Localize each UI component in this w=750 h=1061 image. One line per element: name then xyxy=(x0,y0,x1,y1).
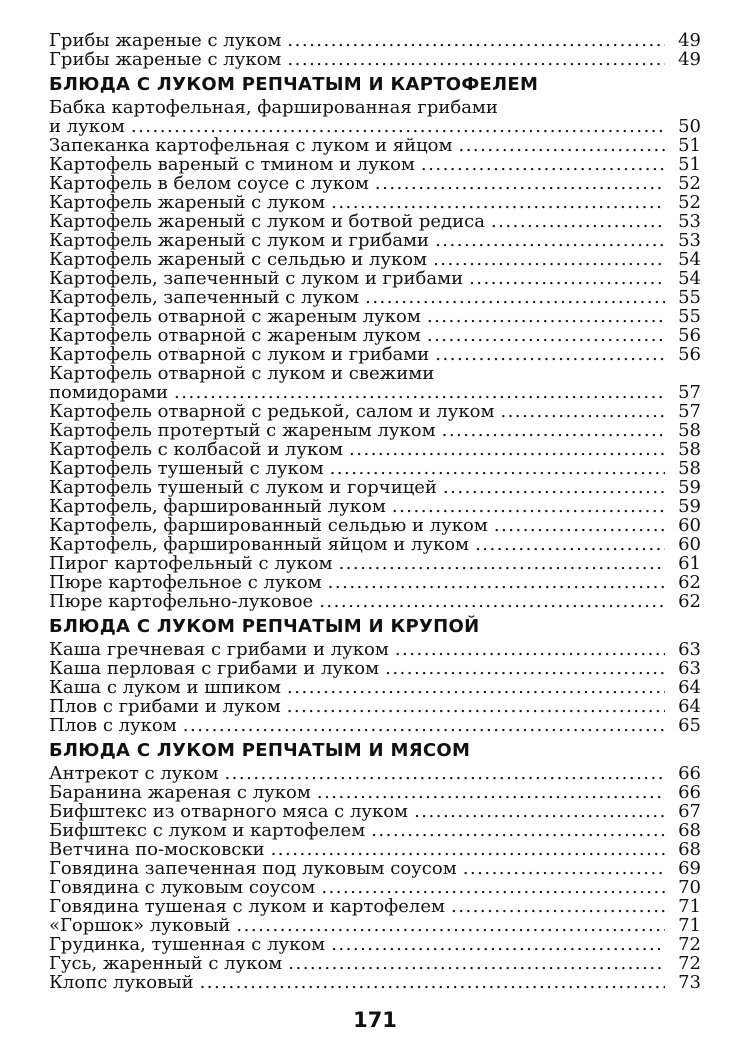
dot-leader xyxy=(451,897,665,916)
dot-leader xyxy=(458,136,665,155)
toc-entry-page: 66 xyxy=(678,782,701,803)
toc-entry-title: Каша гречневая с грибами и луком xyxy=(49,639,389,660)
dot-leader xyxy=(375,174,665,193)
toc-entry xyxy=(49,459,701,478)
dot-leader xyxy=(330,459,665,478)
toc-entry-first-line xyxy=(49,98,701,117)
dot-leader xyxy=(331,935,665,954)
dot-leader xyxy=(287,31,665,50)
dot-leader xyxy=(371,821,665,840)
dot-leader xyxy=(224,764,665,783)
toc-entry-page: 71 xyxy=(678,896,701,917)
toc-entry-page: 60 xyxy=(678,515,701,536)
toc-entry-title: Картофель тушеный с луком и горчицей xyxy=(49,477,437,498)
dot-leader xyxy=(131,117,665,136)
toc-entry-page: 53 xyxy=(678,230,701,251)
toc-entry-page: 63 xyxy=(678,639,701,660)
toc-entry xyxy=(49,478,701,497)
toc-entry-page: 64 xyxy=(678,677,701,698)
dot-leader xyxy=(338,554,665,573)
toc-entry xyxy=(49,421,701,440)
toc-entry-page: 58 xyxy=(678,420,701,441)
dot-leader xyxy=(421,155,665,174)
toc-entry xyxy=(49,954,701,973)
dot-leader xyxy=(236,916,665,935)
toc-entry-page: 64 xyxy=(678,696,701,717)
toc-entry-title: Картофель отварной с жареным луком xyxy=(49,306,421,327)
toc-entry-first-line xyxy=(49,364,701,383)
toc-entry xyxy=(49,174,701,193)
toc-entry-page: 57 xyxy=(678,382,701,403)
dot-leader xyxy=(349,440,665,459)
toc-entry-title: Картофель отварной с луком и свежими xyxy=(49,363,435,384)
toc-entry-title: «Горшок» луковый xyxy=(49,915,231,936)
toc-entry xyxy=(49,697,701,716)
toc-entry-title: Картофель, фаршированный яйцом и луком xyxy=(49,534,470,555)
toc-entry-page: 59 xyxy=(678,477,701,498)
toc-entry-title: Антрекот с луком xyxy=(49,763,219,784)
toc-entry-page: 52 xyxy=(678,192,701,213)
toc-entry xyxy=(49,402,701,421)
toc-entry xyxy=(49,573,701,592)
dot-leader xyxy=(500,402,665,421)
dot-leader xyxy=(435,231,665,250)
toc-entry xyxy=(49,345,701,364)
toc-entry-page: 62 xyxy=(678,572,701,593)
toc-entry-title: Картофель в белом соусе с луком xyxy=(49,173,369,194)
toc-entry-title: Пирог картофельный с луком xyxy=(49,553,333,574)
dot-leader xyxy=(319,592,665,611)
toc-entry xyxy=(49,840,701,859)
toc-entry-page: 58 xyxy=(678,439,701,460)
table-of-contents xyxy=(49,31,701,992)
toc-entry-page: 68 xyxy=(678,839,701,860)
toc-entry xyxy=(49,307,701,326)
toc-entry xyxy=(49,383,701,402)
toc-entry-page: 72 xyxy=(678,953,701,974)
toc-entry-title: Бабка картофельная, фаршированная грибами xyxy=(49,97,498,118)
toc-entry-title: Картофель отварной с луком и грибами xyxy=(49,344,430,365)
toc-entry-page: 73 xyxy=(678,972,701,993)
dot-leader xyxy=(287,697,665,716)
toc-entry xyxy=(49,155,701,174)
toc-entry-title: Грибы жареные с луком xyxy=(49,30,282,51)
toc-entry-title: Картофель тушеный с луком xyxy=(49,458,324,479)
dot-leader xyxy=(427,326,665,345)
dot-leader xyxy=(200,973,665,992)
dot-leader xyxy=(442,421,665,440)
toc-entry-title: Картофель отварной с редькой, салом и луком xyxy=(49,401,495,422)
dot-leader xyxy=(174,383,665,402)
toc-entry xyxy=(49,935,701,954)
toc-entry-page: 57 xyxy=(678,401,701,422)
dot-leader xyxy=(435,345,665,364)
dot-leader xyxy=(328,573,665,592)
toc-entry-title: Ветчина по-московски xyxy=(49,839,265,860)
toc-entry-page: 49 xyxy=(678,49,701,70)
toc-entry-title: Картофель жареный с луком xyxy=(49,192,326,213)
toc-entry-title: Картофель, фаршированный луком xyxy=(49,496,386,517)
dot-leader xyxy=(317,783,665,802)
toc-entry-title-continuation: помидорами xyxy=(49,382,169,403)
toc-entry-title: Картофель протертый с жареным луком xyxy=(49,420,436,441)
toc-entry-title: Картофель вареный с тмином и луком xyxy=(49,154,415,175)
toc-entry xyxy=(49,31,701,50)
toc-entry-title: Картофель жареный с луком и ботвой редиса xyxy=(49,211,485,232)
toc-entry-page: 55 xyxy=(678,306,701,327)
toc-entry xyxy=(49,659,701,678)
toc-entry xyxy=(49,193,701,212)
toc-entry xyxy=(49,859,701,878)
dot-leader xyxy=(395,640,665,659)
toc-entry-page: 69 xyxy=(678,858,701,879)
dot-leader xyxy=(365,288,665,307)
toc-entry-title-continuation: и луком xyxy=(49,116,125,137)
toc-entry-page: 53 xyxy=(678,211,701,232)
dot-leader xyxy=(288,954,665,973)
section-heading: БЛЮДА С ЛУКОМ РЕПЧАТЫМ И КРУПОЙ xyxy=(49,616,480,637)
toc-entry-page: 70 xyxy=(678,877,701,898)
dot-leader xyxy=(331,193,665,212)
dot-leader xyxy=(443,478,665,497)
dot-leader xyxy=(414,802,665,821)
dot-leader xyxy=(392,497,665,516)
page-number: 171 xyxy=(353,1008,397,1032)
toc-entry-page: 61 xyxy=(678,553,701,574)
toc-entry-page: 56 xyxy=(678,325,701,346)
toc-entry xyxy=(49,50,701,69)
dot-leader xyxy=(433,250,665,269)
toc-entry xyxy=(49,269,701,288)
toc-entry xyxy=(49,212,701,231)
toc-entry-page: 67 xyxy=(678,801,701,822)
toc-entry xyxy=(49,821,701,840)
dot-leader xyxy=(287,50,665,69)
toc-entry xyxy=(49,716,701,735)
toc-entry xyxy=(49,916,701,935)
toc-entry-title: Говядина запеченная под луковым соусом xyxy=(49,858,457,879)
section-heading: БЛЮДА С ЛУКОМ РЕПЧАТЫМ И КАРТОФЕЛЕМ xyxy=(49,74,539,95)
toc-entry-title: Говядина тушеная с луком и картофелем xyxy=(49,896,445,917)
toc-entry-title: Картофель, запеченный с луком и грибами xyxy=(49,268,464,289)
toc-entry-title: Пюре картофельное с луком xyxy=(49,572,322,593)
toc-entry-title: Каша с луком и шпиком xyxy=(49,677,282,698)
dot-leader xyxy=(183,716,665,735)
toc-entry-title: Гусь, жаренный с луком xyxy=(49,953,283,974)
section-heading: БЛЮДА С ЛУКОМ РЕПЧАТЫМ И МЯСОМ xyxy=(49,740,471,761)
toc-entry-title: Картофель с колбасой и луком xyxy=(49,439,344,460)
dot-leader xyxy=(427,307,665,326)
toc-entry-page: 63 xyxy=(678,658,701,679)
toc-entry-title: Картофель жареный с луком и грибами xyxy=(49,230,430,251)
toc-entry-page: 66 xyxy=(678,763,701,784)
toc-entry-title: Плов с грибами и луком xyxy=(49,696,281,717)
toc-entry xyxy=(49,764,701,783)
toc-entry-title: Картофель отварной с жареным луком xyxy=(49,325,421,346)
toc-entry xyxy=(49,497,701,516)
toc-entry xyxy=(49,973,701,992)
toc-entry xyxy=(49,554,701,573)
dot-leader xyxy=(321,878,665,897)
toc-entry-title: Грудинка, тушенная с луком xyxy=(49,934,326,955)
toc-entry xyxy=(49,802,701,821)
toc-entry-title: Говядина с луковым соусом xyxy=(49,877,316,898)
toc-entry-page: 58 xyxy=(678,458,701,479)
dot-leader xyxy=(463,859,665,878)
toc-entry-page: 65 xyxy=(678,715,701,736)
toc-entry-title: Клопс луковый xyxy=(49,972,194,993)
dot-leader xyxy=(469,269,665,288)
toc-entry-page: 54 xyxy=(678,249,701,270)
toc-entry xyxy=(49,231,701,250)
toc-entry-page: 56 xyxy=(678,344,701,365)
toc-entry xyxy=(49,326,701,345)
toc-entry-title: Запеканка картофельная с луком и яйцом xyxy=(49,135,453,156)
toc-entry-page: 52 xyxy=(678,173,701,194)
toc-entry-title: Пюре картофельно-луковое xyxy=(49,591,314,612)
toc-entry xyxy=(49,535,701,554)
toc-entry xyxy=(49,783,701,802)
toc-entry-title: Баранина жареная с луком xyxy=(49,782,311,803)
toc-entry-page: 68 xyxy=(678,820,701,841)
toc-entry-title: Бифштекс из отварного мяса с луком xyxy=(49,801,409,822)
toc-entry-page: 55 xyxy=(678,287,701,308)
toc-entry xyxy=(49,592,701,611)
toc-entry-page: 51 xyxy=(678,135,701,156)
dot-leader xyxy=(287,678,665,697)
toc-entry-title: Грибы жареные с луком xyxy=(49,49,282,70)
toc-entry-page: 71 xyxy=(678,915,701,936)
dot-leader xyxy=(385,659,665,678)
toc-entry-title: Плов с луком xyxy=(49,715,177,736)
dot-leader xyxy=(494,516,665,535)
toc-entry-title: Картофель жареный с сельдью и луком xyxy=(49,249,428,270)
toc-entry xyxy=(49,678,701,697)
toc-entry-title: Каша перловая с грибами и луком xyxy=(49,658,380,679)
toc-entry xyxy=(49,288,701,307)
toc-entry-title: Бифштекс с луком и картофелем xyxy=(49,820,366,841)
toc-entry-page: 51 xyxy=(678,154,701,175)
toc-entry-page: 72 xyxy=(678,934,701,955)
dot-leader xyxy=(491,212,665,231)
toc-entry xyxy=(49,117,701,136)
toc-entry-page: 60 xyxy=(678,534,701,555)
toc-entry-title: Картофель, запеченный с луком xyxy=(49,287,360,308)
toc-entry xyxy=(49,440,701,459)
toc-entry-page: 54 xyxy=(678,268,701,289)
toc-entry xyxy=(49,516,701,535)
toc-entry xyxy=(49,878,701,897)
toc-entry-page: 50 xyxy=(678,116,701,137)
toc-entry-title: Картофель, фаршированный сельдью и луком xyxy=(49,515,488,536)
toc-entry xyxy=(49,250,701,269)
dot-leader xyxy=(271,840,665,859)
toc-entry xyxy=(49,136,701,155)
dot-leader xyxy=(475,535,665,554)
toc-entry xyxy=(49,897,701,916)
toc-entry-page: 49 xyxy=(678,30,701,51)
toc-entry-page: 62 xyxy=(678,591,701,612)
toc-entry-page: 59 xyxy=(678,496,701,517)
toc-entry xyxy=(49,640,701,659)
